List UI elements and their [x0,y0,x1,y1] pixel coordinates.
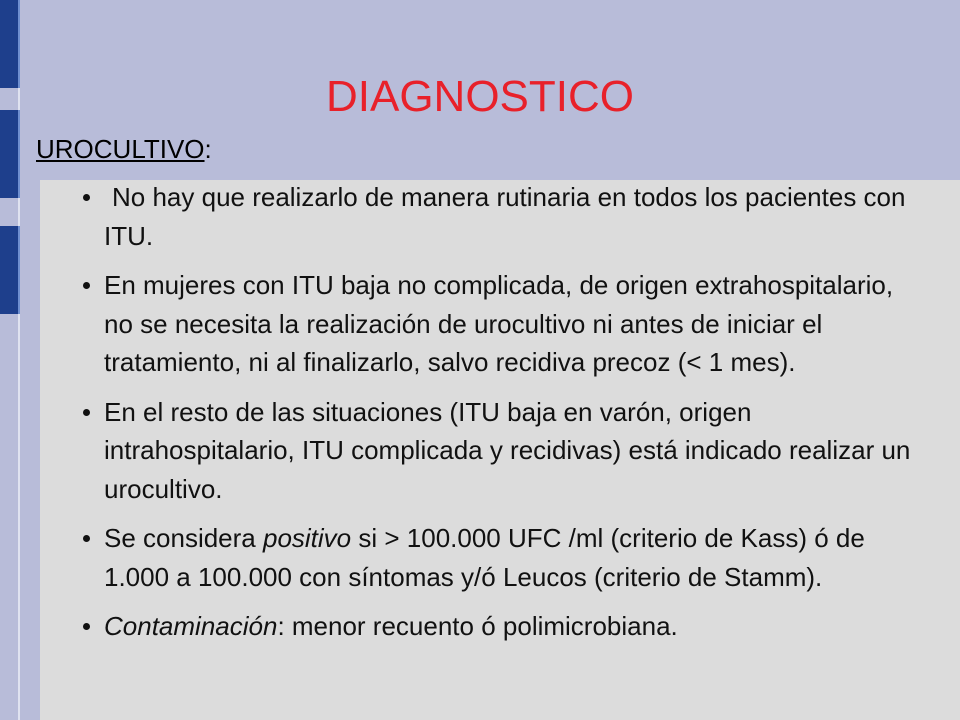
bullet-list [66,178,926,657]
bullet-text: No hay que realizarlo de manera rutinaria en todos los pacientes con ITU. [104,182,906,251]
bullet-item [66,519,926,596]
section-label-text: UROCULTIVO [36,134,205,164]
section-label [36,134,212,165]
bullet-item [66,178,926,255]
left-accent-bar-bottom [0,226,20,314]
bullet-text: En el resto de las situaciones (ITU baja en varón, origen intrahospitalario, ITU complicada y recidivas) está indicado realizar un urocultivo. [104,396,911,504]
bullet-text-pre: Se considera [104,523,263,553]
bullet-emphasis: positivo [262,523,352,553]
bullet-item [66,607,926,646]
slide-title: DIAGNOSTICO [325,72,635,121]
bullet-item [66,393,926,509]
bullet-dot-icon [83,535,90,542]
bullet-dot-icon [83,194,90,201]
bullet-text-post: : menor recuento ó polimicrobiana. [277,611,678,641]
bullet-item [66,266,926,382]
bullet-dot-icon [83,409,90,416]
bullet-text: En mujeres con ITU baja no complicada, de origen extrahospitalario, no se necesita la realización de urocultivo ni antes de iniciar el tratamiento, ni al finalizarlo, salvo recidiva precoz (< 1 mes). [104,270,894,377]
bullet-dot-icon [83,282,90,289]
bullet-dot-icon [83,623,90,630]
bullet-text-post: si > 100.000 UFC /ml (criterio de Kass) ó de 1.000 a 100.000 con síntomas y/ó Leucos (criterio de Stamm). [104,523,865,592]
section-label-colon: : [204,134,212,164]
bullet-emphasis: Contaminación [104,611,278,641]
left-accent-bar-middle [0,110,20,198]
